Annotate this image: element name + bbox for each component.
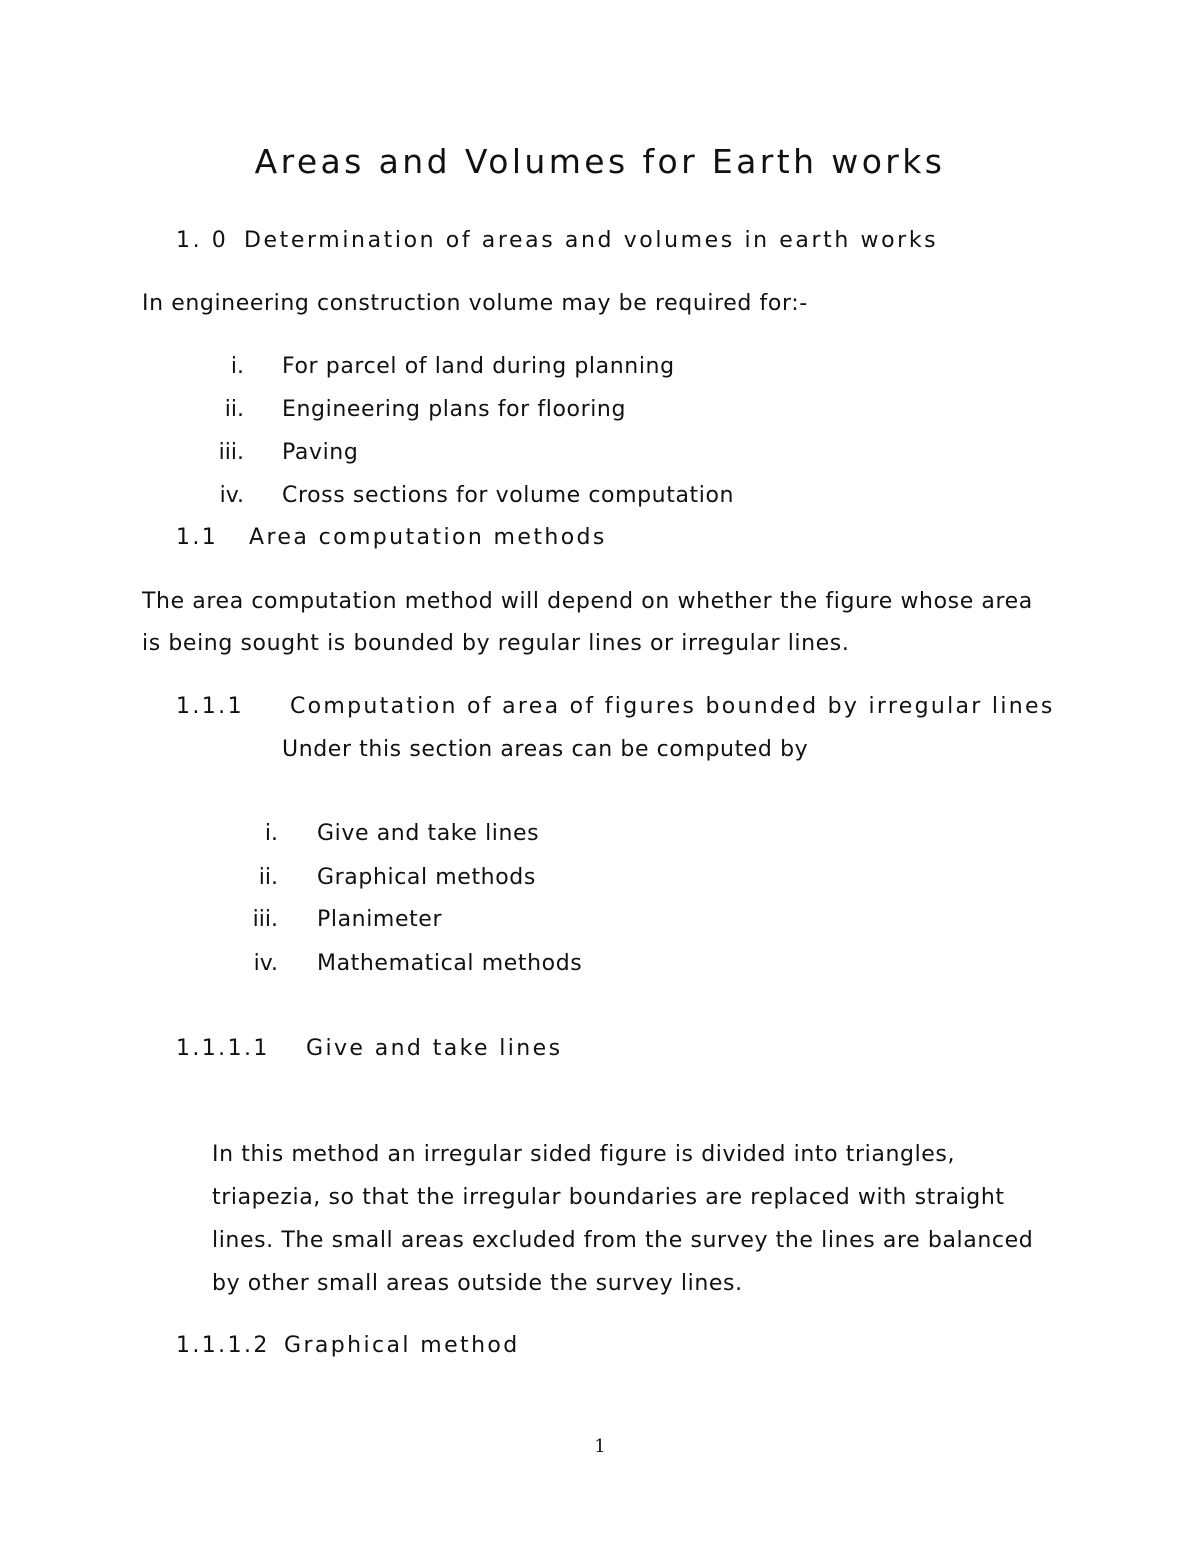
paragraph-line: In this method an irregular sided figure is divided into triangles,	[212, 1142, 956, 1167]
list2-numeral: iii.	[252, 907, 278, 932]
section-1-1-1-2-number: 1.1.1.2	[176, 1333, 270, 1358]
page-number: 1	[594, 1436, 606, 1457]
section-1-1-number: 1.1	[176, 525, 219, 550]
list1-item: For parcel of land during planning	[282, 354, 675, 379]
list1-item: Cross sections for volume computation	[282, 483, 735, 508]
list1-numeral: iv.	[219, 483, 244, 508]
section-1-0-number: 1. 0	[176, 228, 229, 253]
section-1-1-1-1-heading: Give and take lines	[306, 1036, 563, 1061]
section-1-1-1-subline: Under this section areas can be computed by	[282, 737, 809, 762]
list1-numeral: i.	[230, 354, 244, 379]
section-1-1-1-heading: Computation of area of figures bounded by irregular lines	[290, 694, 1055, 719]
section-1-1-heading: Area computation methods	[249, 525, 607, 550]
intro-text: In engineering construction volume may be required for:-	[142, 291, 808, 316]
list1-numeral: ii.	[224, 397, 244, 422]
section-1-1-1-2-heading: Graphical method	[284, 1333, 520, 1358]
section-1-1-1-number: 1.1.1	[176, 694, 244, 719]
list2-item: Planimeter	[317, 907, 443, 932]
paragraph-line: The area computation method will depend on whether the figure whose area	[142, 589, 1033, 614]
list2-numeral: ii.	[258, 865, 278, 890]
paragraph-line: is being sought is bounded by regular lines or irregular lines.	[142, 631, 850, 656]
document-title: Areas and Volumes for Earth works	[254, 142, 946, 181]
list1-numeral: iii.	[218, 440, 244, 465]
list2-numeral: i.	[264, 821, 278, 846]
list2-numeral: iv.	[253, 951, 278, 976]
paragraph-line: by other small areas outside the survey lines.	[212, 1271, 743, 1296]
list2-item: Give and take lines	[317, 821, 540, 846]
paragraph-line: triapezia, so that the irregular boundaries are replaced with straight	[212, 1185, 1005, 1210]
list1-item: Engineering plans for flooring	[282, 397, 627, 422]
list1-item: Paving	[282, 440, 359, 465]
section-1-0-heading: Determination of areas and volumes in earth works	[244, 228, 939, 253]
list2-item: Graphical methods	[317, 865, 536, 890]
section-1-1-1-1-number: 1.1.1.1	[176, 1036, 270, 1061]
paragraph-line: lines. The small areas excluded from the survey the lines are balanced	[212, 1228, 1034, 1253]
list2-item: Mathematical methods	[317, 951, 583, 976]
